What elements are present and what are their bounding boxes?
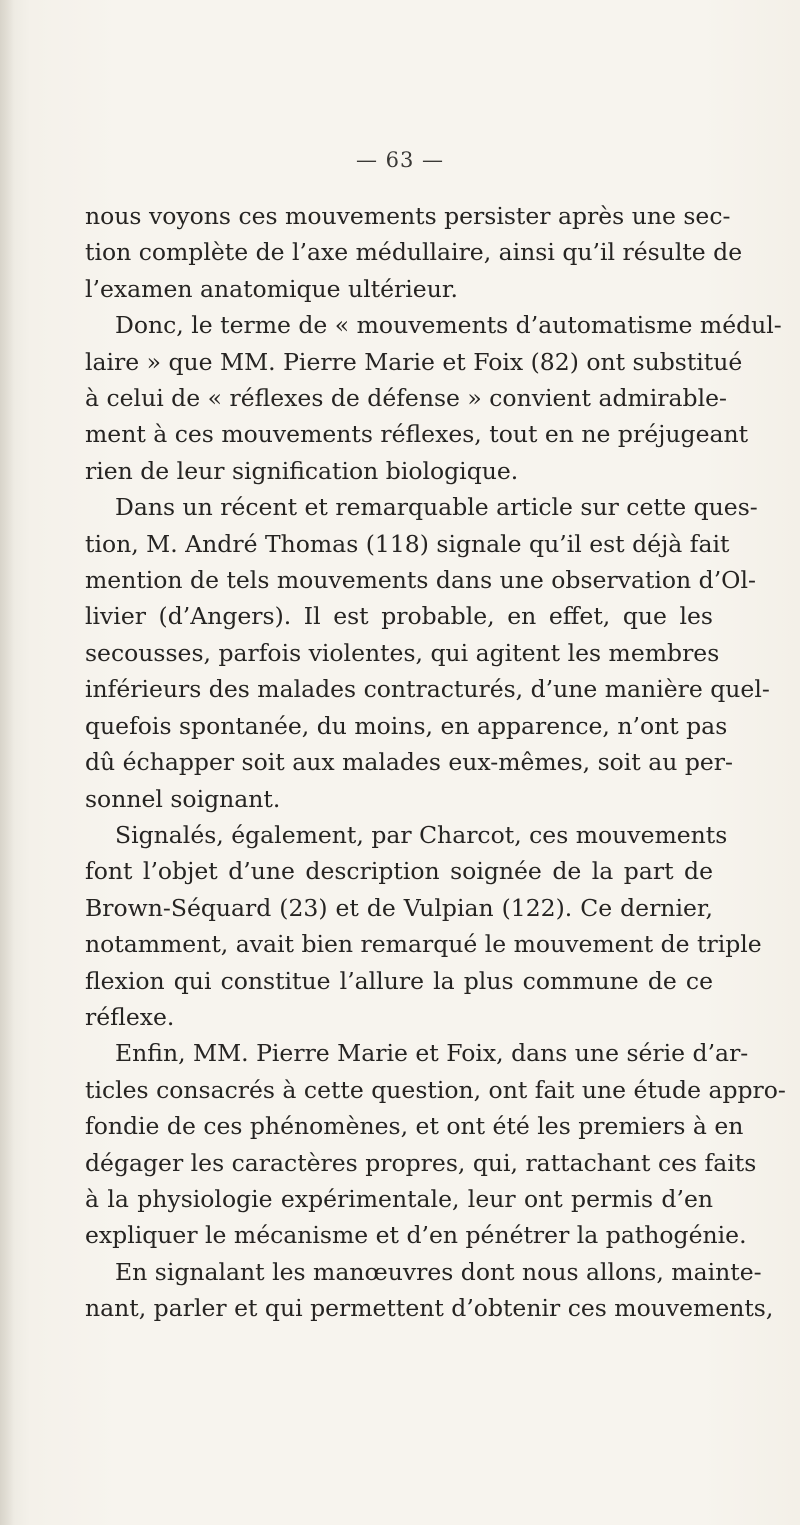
text-line: expliquer le mécanisme et d’en pénétrer la pathogénie. xyxy=(85,1221,747,1250)
text-line: Enfin, MM. Pierre Marie et Foix, dans une série d’ar- xyxy=(115,1039,749,1068)
text-line: mention de tels mouvements dans une observation d’Ol- xyxy=(85,566,756,595)
text-line: Donc, le terme de « mouvements d’automatisme médul- xyxy=(115,311,782,340)
text-line: nant, parler et qui permettent d’obtenir ces mouvements, xyxy=(85,1294,774,1323)
text-line: inférieurs des malades contracturés, d’une manière quel- xyxy=(85,675,770,704)
text-line: dû échapper soit aux malades eux-mêmes, soit au per- xyxy=(85,748,733,777)
text-line: ment à ces mouvements réflexes, tout en ne préjugeant xyxy=(85,420,749,449)
text-line: rien de leur signification biologique. xyxy=(85,456,519,485)
text-line: l’examen anatomique ultérieur. xyxy=(85,274,458,303)
body-text xyxy=(85,198,786,1327)
text-line: Signalés, également, par Charcot, ces mouvements xyxy=(115,820,728,849)
text-line: flexion qui constitue l’allure la plus commune de ce xyxy=(85,966,713,995)
text-line: secousses, parfois violentes, qui agitent les membres xyxy=(85,638,720,667)
text-line: à celui de « réflexes de défense » convient admirable- xyxy=(85,384,727,413)
text-line: Brown-Séquard (23) et de Vulpian (122). Ce dernier, xyxy=(85,893,713,922)
text-line: En signalant les manœuvres dont nous allons, mainte- xyxy=(115,1257,762,1286)
page-number: — 63 — xyxy=(355,148,445,172)
text-line: tion, M. André Thomas (118) signale qu’il est déjà fait xyxy=(85,529,730,558)
text-line: sonnel soignant. xyxy=(85,784,281,813)
text-line: tion complète de l’axe médullaire, ainsi qu’il résulte de xyxy=(85,238,743,267)
page-gutter-shadow xyxy=(0,0,14,1525)
text-line: ticles consacrés à cette question, ont fait une étude appro- xyxy=(85,1075,786,1104)
text-line: nous voyons ces mouvements persister après une sec- xyxy=(85,202,731,230)
text-line: notamment, avait bien remarqué le mouvement de triple xyxy=(85,930,762,959)
text-line: laire » que MM. Pierre Marie et Foix (82) ont substitué xyxy=(85,347,743,376)
text-line: Dans un récent et remarquable article sur cette ques- xyxy=(115,493,758,522)
text-line: quefois spontanée, du moins, en apparence, n’ont pas xyxy=(85,711,728,740)
text-line: fondie de ces phénomènes, et ont été les premiers à en xyxy=(85,1112,744,1141)
text-line: livier (d’Angers). Il est probable, en effet, que les xyxy=(85,602,713,631)
text-line: dégager les caractères propres, qui, rattachant ces faits xyxy=(85,1148,757,1177)
text-line: réflexe. xyxy=(85,1002,175,1031)
text-line: font l’objet d’une description soignée de la part de xyxy=(85,857,713,886)
text-line: à la physiologie expérimentale, leur ont permis d’en xyxy=(85,1184,713,1213)
